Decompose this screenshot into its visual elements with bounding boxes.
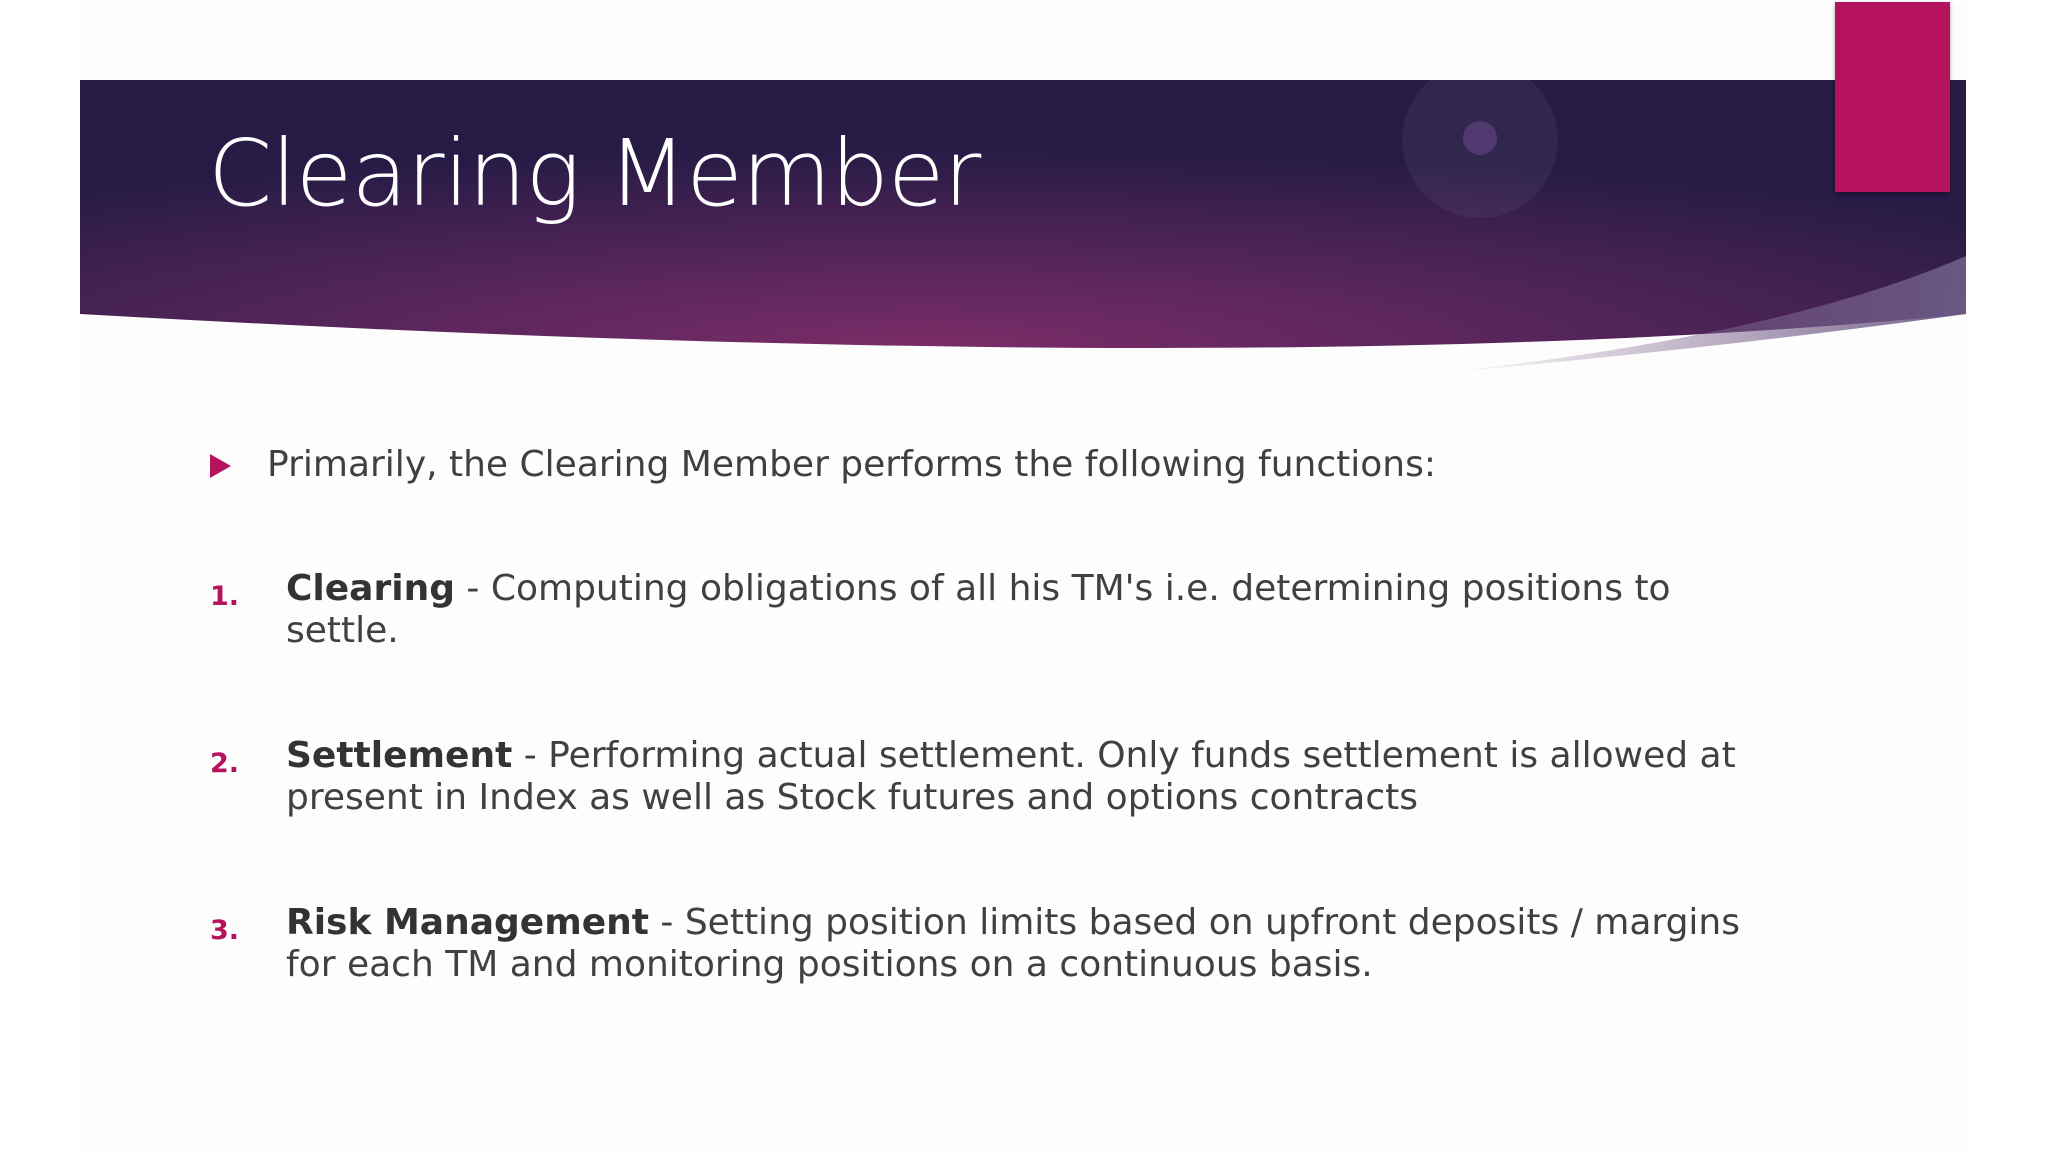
list-item — [210, 568, 1750, 652]
accent-tab — [1835, 2, 1950, 192]
list-item-description: - Setting position limits based on upfront deposits / margins for each TM and monitoring positions on a continuous basis. — [286, 902, 1740, 985]
slide-title: Clearing Member — [208, 120, 981, 227]
list-item — [210, 902, 1750, 986]
list-item-number: 2. — [210, 748, 240, 779]
list-item-number: 3. — [210, 915, 240, 946]
list-item-number: 1. — [210, 581, 240, 612]
list-item — [210, 735, 1750, 819]
intro-text: Primarily, the Clearing Member performs the following functions: — [267, 444, 1436, 485]
banner-glow-dot — [1463, 121, 1497, 155]
intro-bullet-item — [210, 444, 1436, 486]
list-item-text — [286, 902, 1750, 986]
list-item-text — [286, 735, 1750, 819]
triangle-bullet-icon — [210, 454, 231, 478]
list-item-description: - Computing obligations of all his TM's i.e. determining positions to settle. — [286, 568, 1671, 651]
list-item-text — [286, 568, 1750, 652]
slide — [80, 2, 1966, 1152]
list-item-term: Risk Management — [286, 902, 649, 943]
list-item-term: Clearing — [286, 568, 455, 609]
list-item-description: - Performing actual settlement. Only funds settlement is allowed at present in Index as well as Stock futures and options contracts — [286, 735, 1736, 818]
list-item-term: Settlement — [286, 735, 513, 776]
